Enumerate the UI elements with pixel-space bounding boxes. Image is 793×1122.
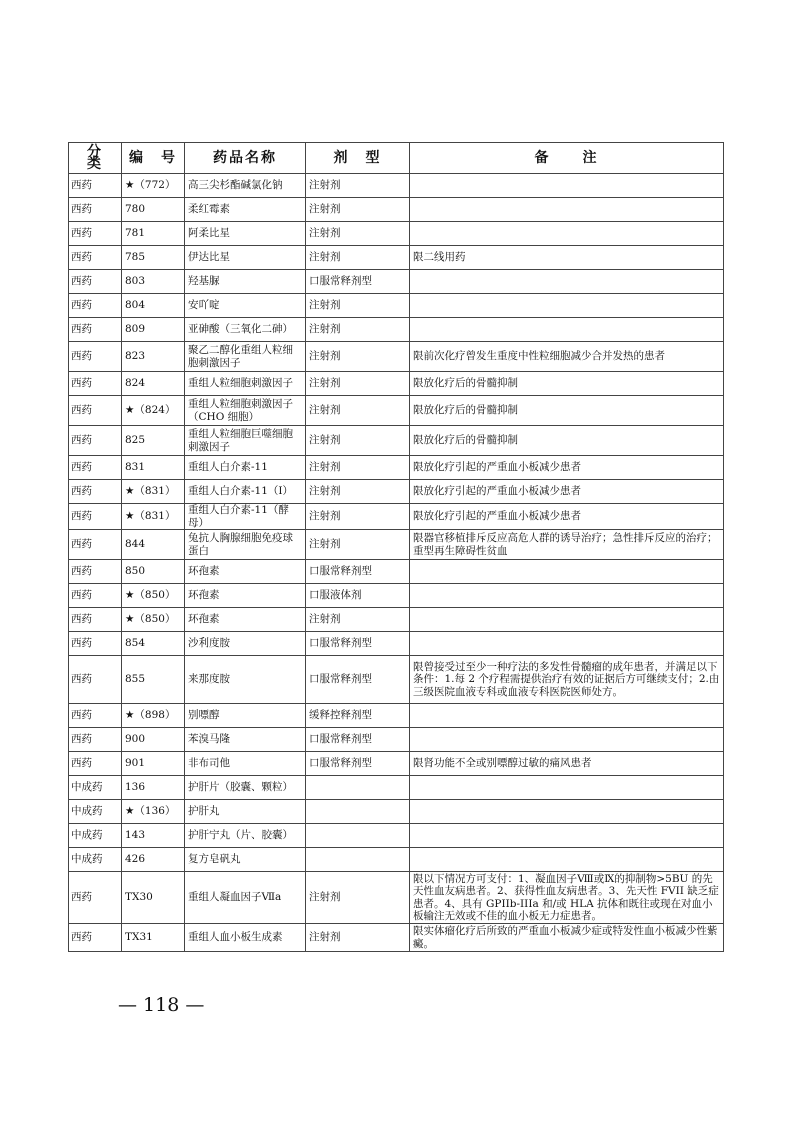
cell-category: 西药 (69, 222, 122, 246)
table-row (69, 776, 724, 800)
cell-remark (410, 560, 724, 584)
cell-number: 901 (122, 752, 185, 776)
table-row (69, 824, 724, 848)
cell-remark (410, 174, 724, 198)
cell-dosage-form: 注射剂 (306, 396, 410, 426)
header-remark: 备 注 (410, 143, 724, 174)
cell-category: 西药 (69, 504, 122, 530)
cell-number: ★（850） (122, 584, 185, 608)
cell-number: 780 (122, 198, 185, 222)
table-row (69, 752, 724, 776)
table-row (69, 372, 724, 396)
cell-drug-name: 重组人粒细胞刺激因子（CHO 细胞） (185, 396, 306, 426)
cell-dosage-form: 口服常释剂型 (306, 270, 410, 294)
cell-dosage-form (306, 848, 410, 872)
cell-remark: 限实体瘤化疗后所致的严重血小板减少症或特发性血小板减少性紫癜。 (410, 924, 724, 952)
cell-dosage-form: 注射剂 (306, 480, 410, 504)
cell-number: 900 (122, 728, 185, 752)
cell-drug-name: 环孢素 (185, 584, 306, 608)
cell-drug-name: 伊达比星 (185, 246, 306, 270)
cell-remark: 限放化疗引起的严重血小板减少患者 (410, 480, 724, 504)
cell-remark: 限放化疗引起的严重血小板减少患者 (410, 504, 724, 530)
cell-category: 西药 (69, 270, 122, 294)
cell-number: ★（831） (122, 480, 185, 504)
cell-category: 西药 (69, 294, 122, 318)
cell-dosage-form: 口服常释剂型 (306, 656, 410, 704)
cell-remark: 限放化疗后的骨髓抑制 (410, 426, 724, 456)
cell-dosage-form: 口服常释剂型 (306, 752, 410, 776)
cell-drug-name: 环孢素 (185, 560, 306, 584)
cell-category: 西药 (69, 246, 122, 270)
cell-number: 426 (122, 848, 185, 872)
cell-dosage-form: 注射剂 (306, 342, 410, 372)
cell-number: ★（898） (122, 704, 185, 728)
header-category: 分 类 (69, 143, 122, 174)
cell-category: 中成药 (69, 848, 122, 872)
cell-remark (410, 608, 724, 632)
cell-dosage-form: 注射剂 (306, 174, 410, 198)
table-row (69, 318, 724, 342)
cell-number: 850 (122, 560, 185, 584)
cell-drug-name: 护肝宁丸（片、胶囊） (185, 824, 306, 848)
cell-drug-name: 环孢素 (185, 608, 306, 632)
cell-drug-name: 重组人白介素-11 (185, 456, 306, 480)
cell-number: 809 (122, 318, 185, 342)
cell-dosage-form: 注射剂 (306, 246, 410, 270)
cell-drug-name: 护肝片（胶囊、颗粒） (185, 776, 306, 800)
cell-remark: 限放化疗后的骨髓抑制 (410, 396, 724, 426)
cell-dosage-form (306, 800, 410, 824)
cell-remark: 限前次化疗曾发生重度中性粒细胞减少合并发热的患者 (410, 342, 724, 372)
cell-drug-name: 来那度胺 (185, 656, 306, 704)
cell-dosage-form: 注射剂 (306, 318, 410, 342)
table-row (69, 480, 724, 504)
cell-remark (410, 728, 724, 752)
table-row (69, 396, 724, 426)
cell-category: 西药 (69, 924, 122, 952)
table-row (69, 872, 724, 924)
cell-category: 西药 (69, 632, 122, 656)
cell-remark (410, 222, 724, 246)
table-row (69, 656, 724, 704)
cell-dosage-form: 注射剂 (306, 530, 410, 560)
cell-dosage-form: 注射剂 (306, 294, 410, 318)
cell-dosage-form: 注射剂 (306, 426, 410, 456)
cell-dosage-form: 注射剂 (306, 222, 410, 246)
cell-drug-name: 苯溴马隆 (185, 728, 306, 752)
cell-category: 西药 (69, 456, 122, 480)
cell-category: 西药 (69, 372, 122, 396)
cell-category: 西药 (69, 198, 122, 222)
cell-drug-name: 别嘌醇 (185, 704, 306, 728)
cell-category: 西药 (69, 608, 122, 632)
header-dosage-form: 剂 型 (306, 143, 410, 174)
cell-category: 西药 (69, 872, 122, 924)
table-row (69, 584, 724, 608)
cell-category: 西药 (69, 584, 122, 608)
cell-drug-name: 重组人血小板生成素 (185, 924, 306, 952)
cell-category: 西药 (69, 426, 122, 456)
cell-remark: 限曾接受过至少一种疗法的多发性骨髓瘤的成年患者，并满足以下条件：1.每 2 个疗程需提供治疗有效的证据后方可继续支付；2.由三级医院血液专科或血液专科医院医师处方。 (410, 656, 724, 704)
cell-drug-name: 沙利度胺 (185, 632, 306, 656)
table-row (69, 728, 724, 752)
cell-category: 西药 (69, 318, 122, 342)
cell-category: 西药 (69, 560, 122, 584)
page-number: — 118 — (118, 994, 205, 1016)
cell-category: 中成药 (69, 776, 122, 800)
cell-number: 824 (122, 372, 185, 396)
cell-remark: 限器官移植排斥反应高危人群的诱导治疗；急性排斥反应的治疗；重型再生障碍性贫血 (410, 530, 724, 560)
table-row (69, 174, 724, 198)
cell-drug-name: 重组人粒细胞巨噬细胞刺激因子 (185, 426, 306, 456)
cell-drug-name: 聚乙二醇化重组人粒细胞刺激因子 (185, 342, 306, 372)
table-row (69, 294, 724, 318)
table-row (69, 632, 724, 656)
cell-number: ★（136） (122, 800, 185, 824)
cell-number: TX31 (122, 924, 185, 952)
cell-number: 854 (122, 632, 185, 656)
cell-dosage-form: 注射剂 (306, 872, 410, 924)
table-row (69, 924, 724, 952)
table-row (69, 504, 724, 530)
cell-number: ★（772） (122, 174, 185, 198)
cell-number: ★（850） (122, 608, 185, 632)
cell-dosage-form (306, 776, 410, 800)
table-row (69, 198, 724, 222)
cell-dosage-form: 口服常释剂型 (306, 560, 410, 584)
cell-dosage-form: 注射剂 (306, 504, 410, 530)
cell-category: 西药 (69, 480, 122, 504)
header-drug-name: 药品名称 (185, 143, 306, 174)
cell-number: ★（831） (122, 504, 185, 530)
cell-category: 西药 (69, 656, 122, 704)
table-row (69, 342, 724, 372)
header-row (69, 143, 724, 174)
cell-dosage-form: 注射剂 (306, 456, 410, 480)
cell-category: 中成药 (69, 800, 122, 824)
cell-remark (410, 198, 724, 222)
cell-category: 西药 (69, 396, 122, 426)
cell-remark (410, 776, 724, 800)
cell-number: 844 (122, 530, 185, 560)
cell-drug-name: 重组人粒细胞刺激因子 (185, 372, 306, 396)
table-row (69, 270, 724, 294)
cell-category: 西药 (69, 704, 122, 728)
cell-drug-name: 重组人白介素-11（Ⅰ） (185, 480, 306, 504)
cell-dosage-form: 口服液体剂 (306, 584, 410, 608)
table-row (69, 704, 724, 728)
cell-remark (410, 848, 724, 872)
cell-drug-name: 护肝丸 (185, 800, 306, 824)
cell-number: 803 (122, 270, 185, 294)
cell-remark (410, 632, 724, 656)
cell-remark: 限放化疗后的骨髓抑制 (410, 372, 724, 396)
cell-remark: 限放化疗引起的严重血小板减少患者 (410, 456, 724, 480)
cell-remark (410, 800, 724, 824)
table-row (69, 246, 724, 270)
cell-drug-name: 高三尖杉酯碱氯化钠 (185, 174, 306, 198)
cell-dosage-form: 缓释控释剂型 (306, 704, 410, 728)
table-row (69, 456, 724, 480)
cell-remark: 限肾功能不全或别嘌醇过敏的痛风患者 (410, 752, 724, 776)
table-row (69, 608, 724, 632)
cell-number: 825 (122, 426, 185, 456)
cell-dosage-form: 注射剂 (306, 198, 410, 222)
cell-number: 855 (122, 656, 185, 704)
cell-remark (410, 270, 724, 294)
table-row (69, 800, 724, 824)
cell-remark (410, 704, 724, 728)
cell-remark: 限二线用药 (410, 246, 724, 270)
cell-category: 西药 (69, 530, 122, 560)
cell-remark (410, 584, 724, 608)
cell-drug-name: 重组人白介素-11（酵母） (185, 504, 306, 530)
header-number: 编 号 (122, 143, 185, 174)
drug-table (68, 142, 724, 952)
cell-category: 西药 (69, 342, 122, 372)
cell-number: 781 (122, 222, 185, 246)
cell-drug-name: 柔红霉素 (185, 198, 306, 222)
cell-number: 831 (122, 456, 185, 480)
cell-drug-name: 亚砷酸（三氧化二砷） (185, 318, 306, 342)
table-row (69, 426, 724, 456)
cell-category: 中成药 (69, 824, 122, 848)
cell-number: 136 (122, 776, 185, 800)
cell-number: 785 (122, 246, 185, 270)
cell-dosage-form: 注射剂 (306, 608, 410, 632)
cell-dosage-form: 注射剂 (306, 924, 410, 952)
table-row (69, 222, 724, 246)
cell-drug-name: 重组人凝血因子Ⅶa (185, 872, 306, 924)
cell-dosage-form (306, 824, 410, 848)
cell-remark (410, 294, 724, 318)
cell-remark (410, 318, 724, 342)
cell-category: 西药 (69, 174, 122, 198)
cell-dosage-form: 口服常释剂型 (306, 728, 410, 752)
cell-drug-name: 兔抗人胸腺细胞免疫球蛋白 (185, 530, 306, 560)
cell-number: 143 (122, 824, 185, 848)
cell-drug-name: 阿柔比星 (185, 222, 306, 246)
table-row (69, 848, 724, 872)
cell-category: 西药 (69, 728, 122, 752)
cell-drug-name: 安吖啶 (185, 294, 306, 318)
cell-number: 823 (122, 342, 185, 372)
cell-remark: 限以下情况方可支付：1、凝血因子Ⅷ或Ⅸ的抑制物>5BU 的先天性血友病患者。2、获得性血友病患者。3、先天性 FVII 缺乏症患者。4、具有 GPIIb-IIIa 和/或 HLA 抗体和既往或现在对血小板输注无效或不佳的血小板无力症患者。 (410, 872, 724, 924)
cell-dosage-form: 注射剂 (306, 372, 410, 396)
cell-number: TX30 (122, 872, 185, 924)
cell-category: 西药 (69, 752, 122, 776)
cell-drug-name: 羟基脲 (185, 270, 306, 294)
cell-drug-name: 复方皂矾丸 (185, 848, 306, 872)
table-body (69, 174, 724, 952)
cell-dosage-form: 口服常释剂型 (306, 632, 410, 656)
cell-number: ★（824） (122, 396, 185, 426)
cell-remark (410, 824, 724, 848)
table-row (69, 560, 724, 584)
cell-number: 804 (122, 294, 185, 318)
cell-drug-name: 非布司他 (185, 752, 306, 776)
table-row (69, 530, 724, 560)
